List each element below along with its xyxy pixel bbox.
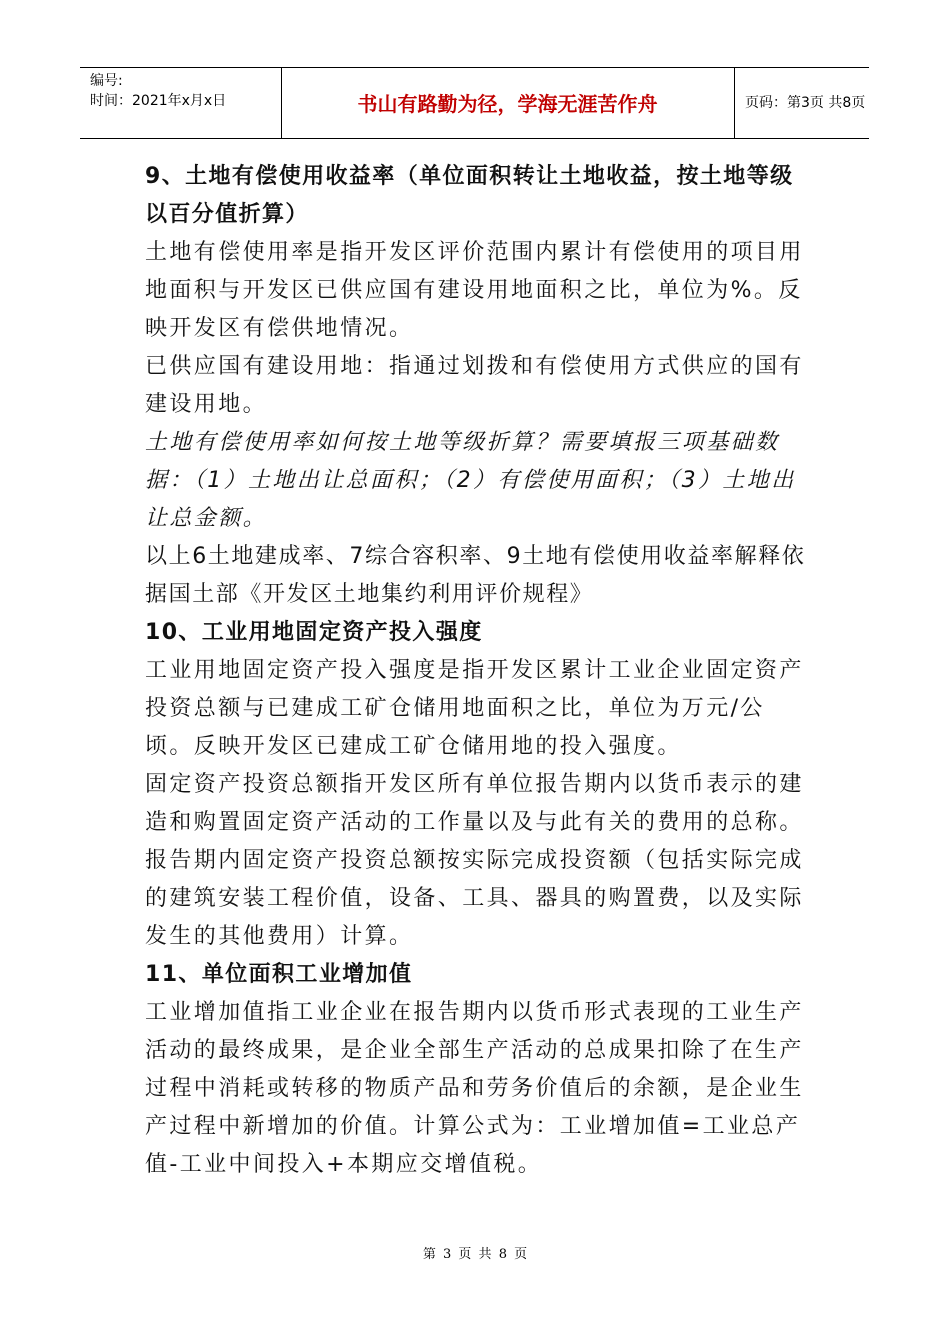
- page-footer: 第 3 页 共 8 页: [422, 1247, 528, 1262]
- header-page-cell: [735, 68, 869, 138]
- header-motto: 书山有路勤为径，学海无涯苦作舟: [357, 92, 658, 116]
- header-motto-cell: [281, 68, 735, 138]
- section-9-note: 土地有偿使用率如何按土地等级折算？需要填报三项基础数据：（1）土地出让总面积；（2）有偿使用面积；（3）土地出让总金额。: [145, 430, 796, 531]
- section-9-definition: 土地有偿使用率是指开发区评价范围内累计有偿使用的项目用地面积与开发区已供应国有建设用地面积之比，单位为%。反映开发区有偿供地情况。: [145, 240, 804, 341]
- section-9-reference: 以上6土地建成率、7综合容积率、9土地有偿使用收益率解释依据国土部《开发区土地集约利用评价规程》: [145, 544, 806, 607]
- section-10-definition: 工业用地固定资产投入强度是指开发区累计工业企业固定资产投资总额与已建成工矿仓储用地面积之比，单位为万元/公顷。反映开发区已建成工矿仓储用地的投入强度。: [145, 658, 804, 759]
- document-body: [145, 158, 810, 1184]
- section-11-heading: 11、单位面积工业增加值: [145, 962, 413, 987]
- document-date-label: 时间：2021年x月x日: [90, 93, 227, 109]
- section-11-definition: 工业增加值指工业企业在报告期内以货币形式表现的工业生产活动的最终成果，是企业全部生产活动的总成果扣除了在生产过程中消耗或转移的物质产品和劳务价值后的余额，是企业生产过程中新增加的价值。计算公式为：工业增加值=工业总产值-工业中间投入+本期应交增值税。: [145, 1000, 804, 1177]
- header-page-number: 页码：第3页 共8页: [745, 95, 866, 111]
- header-left-cell: [80, 68, 282, 138]
- document-code-label: 编号:: [90, 73, 123, 89]
- page-header: [80, 67, 869, 139]
- section-10-investment-definition: 固定资产投资总额指开发区所有单位报告期内以货币表示的建造和购置固定资产活动的工作量以及与此有关的费用的总称。报告期内固定资产投资总额按实际完成投资额（包括实际完成的建筑安装工程价值，设备、工具、器具的购置费，以及实际发生的其他费用）计算。: [145, 772, 804, 949]
- section-9-supply-definition: 已供应国有建设用地：指通过划拨和有偿使用方式供应的国有建设用地。: [145, 354, 804, 417]
- section-9-heading: 9、土地有偿使用收益率（单位面积转让土地收益，按土地等级以百分值折算）: [145, 164, 794, 227]
- section-10-heading: 10、工业用地固定资产投入强度: [145, 620, 483, 645]
